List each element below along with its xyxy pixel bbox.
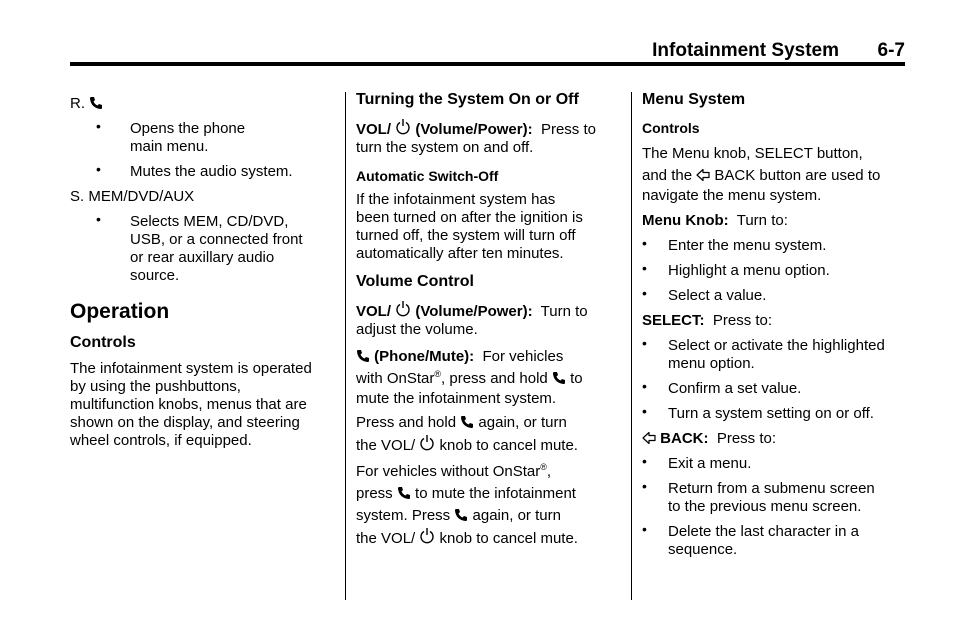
paragraph-line: The infotainment system is operated [70, 360, 312, 377]
bullet-dot: • [96, 211, 101, 227]
phone-icon [397, 486, 411, 500]
registered-mark: ® [434, 369, 442, 379]
list-item-text: Select a value. [668, 287, 767, 304]
page-number: 6-7 [877, 40, 905, 61]
paragraph-line [356, 300, 621, 321]
paragraph-line [356, 434, 621, 457]
bullet-dot: • [96, 118, 101, 134]
bullet-dot: • [642, 478, 647, 494]
list-item-text: USB, or a connected front [130, 231, 303, 248]
text: Press and hold [356, 414, 457, 431]
column-2 [356, 90, 621, 550]
text: Turn to [540, 303, 588, 320]
subsection-heading: Automatic Switch-Off [356, 168, 499, 184]
paragraph-line [356, 505, 621, 527]
list-item [642, 480, 907, 516]
text: to mute the infotainment [415, 485, 576, 502]
text: the VOL/ [356, 437, 416, 454]
text: press [356, 485, 393, 502]
paragraph-line [642, 212, 907, 230]
list-item [642, 262, 907, 280]
list-item-text: sequence. [668, 541, 738, 558]
text: again, or turn [478, 414, 567, 431]
paragraph-line: shown on the display, and steering [70, 414, 300, 431]
list-item [642, 455, 907, 473]
column-divider [345, 92, 346, 600]
bullet-dot: • [96, 161, 101, 177]
power-icon [395, 300, 411, 318]
text: with OnStar [356, 370, 435, 387]
paragraph [642, 143, 907, 205]
paragraph-line: turned off, the system will turn off [356, 227, 576, 244]
back-arrow-icon [642, 431, 656, 445]
paragraph-line: automatically after ten minutes. [356, 245, 564, 262]
text: knob to cancel mute. [439, 437, 578, 454]
list-item-text: to the previous menu screen. [668, 498, 862, 515]
bullet-dot: • [642, 453, 647, 469]
text: For vehicles without OnStar [356, 463, 541, 480]
phone-icon [356, 349, 370, 363]
list-item-text: Highlight a menu option. [668, 262, 830, 279]
paragraph-line: The Menu knob, SELECT button, [642, 145, 863, 162]
list-item-text: Exit a menu. [668, 455, 752, 472]
paragraph-line [356, 527, 621, 550]
label-bold: BACK: [660, 430, 709, 447]
text: the VOL/ [356, 530, 416, 547]
text: knob to cancel mute. [439, 530, 578, 547]
list-item-text: Mutes the audio system. [130, 163, 293, 180]
list-item-text: Opens the phone [130, 120, 246, 137]
bullet-dot: • [642, 521, 647, 537]
section-heading: Operation [70, 300, 170, 323]
power-icon [419, 527, 435, 545]
list-item-text: Delete the last character in a [668, 523, 859, 540]
list-item-text: Return from a submenu screen [668, 480, 875, 497]
list-item [70, 120, 335, 156]
paragraph-line: adjust the volume. [356, 321, 478, 338]
text: again, or turn [472, 507, 561, 524]
list-item-text: main menu. [130, 138, 209, 155]
column-3 [642, 90, 907, 559]
phone-icon [89, 96, 103, 110]
text: , press and hold [441, 370, 548, 387]
list-item-text: Confirm a set value. [668, 380, 802, 397]
paragraph-line: mute the infotainment system. [356, 390, 557, 407]
text: For vehicles [482, 348, 564, 365]
paragraph [356, 346, 621, 408]
list-item [642, 380, 907, 398]
paragraph-line [642, 312, 907, 330]
paragraph-line [642, 165, 907, 187]
text: Turn to: [736, 212, 788, 229]
label-bold: VOL/ [356, 303, 392, 320]
subsection-heading: Controls [70, 334, 136, 351]
paragraph [356, 412, 621, 457]
label-bold: VOL/ [356, 121, 392, 138]
paragraph-line [356, 412, 621, 434]
paragraph-line [356, 368, 621, 390]
list-item [70, 213, 335, 285]
bullet-dot: • [642, 403, 647, 419]
paragraph [70, 360, 335, 450]
paragraph-line: wheel controls, if equipped. [70, 432, 252, 449]
column-divider [631, 92, 632, 600]
header-rule [70, 62, 905, 66]
section-heading: Menu System [642, 91, 746, 108]
paragraph-line [356, 346, 621, 368]
list-item-text: Enter the menu system. [668, 237, 827, 254]
power-icon [419, 434, 435, 452]
subsection-heading: Controls [642, 120, 700, 136]
text: Press to [540, 121, 596, 138]
list-item-text: Selects MEM, CD/DVD, [130, 213, 289, 230]
paragraph-line [356, 461, 621, 483]
header-title: Infotainment System [652, 40, 839, 61]
item-r [70, 95, 335, 113]
column-1 [70, 90, 335, 450]
item-s-label: S. MEM/DVD/AUX [70, 188, 195, 205]
paragraph-line: turn the system on and off. [356, 139, 534, 156]
section-heading: Volume Control [356, 273, 474, 290]
paragraph-line: navigate the menu system. [642, 187, 822, 204]
phone-icon [454, 508, 468, 522]
label-bold: (Phone/Mute): [374, 348, 475, 365]
phone-icon [552, 371, 566, 385]
text: to [570, 370, 583, 387]
paragraph-line: been turned on after the ignition is [356, 209, 583, 226]
paragraph [356, 461, 621, 550]
text: system. Press [356, 507, 451, 524]
text: Press to: [712, 312, 773, 329]
list-item [642, 523, 907, 559]
paragraph-line: multifunction knobs, menus that are [70, 396, 307, 413]
paragraph-line [356, 118, 621, 139]
list-item [642, 237, 907, 255]
text: BACK button are used to [714, 167, 881, 184]
power-icon [395, 118, 411, 136]
item-r-label: R. [70, 95, 85, 112]
registered-mark: ® [540, 462, 547, 472]
text: Press to: [716, 430, 777, 447]
section-heading: Turning the System On or Off [356, 91, 579, 108]
list-item-text: menu option. [668, 355, 755, 372]
list-item [642, 287, 907, 305]
list-item-text: Select or activate the highlighted [668, 337, 885, 354]
phone-icon [460, 415, 474, 429]
text: , [546, 463, 552, 480]
text: and the [642, 167, 693, 184]
bullet-dot: • [642, 378, 647, 394]
paragraph-line [642, 430, 907, 448]
list-item-text: Turn a system setting on or off. [668, 405, 874, 422]
label-bold: (Volume/Power): [415, 121, 533, 138]
paragraph-line [356, 483, 621, 505]
label-bold: Menu Knob: [642, 212, 729, 229]
paragraph [356, 191, 621, 263]
bullet-dot: • [642, 335, 647, 351]
paragraph-line: If the infotainment system has [356, 191, 556, 208]
list-item [642, 405, 907, 423]
list-item [70, 163, 335, 181]
bullet-dot: • [642, 235, 647, 251]
label-bold: SELECT: [642, 312, 705, 329]
list-item [642, 337, 907, 373]
bullet-dot: • [642, 285, 647, 301]
back-arrow-icon [696, 168, 710, 182]
bullet-dot: • [642, 260, 647, 276]
paragraph-line: by using the pushbuttons, [70, 378, 241, 395]
list-item-text: source. [130, 267, 180, 284]
label-bold: (Volume/Power): [415, 303, 533, 320]
list-item-text: or rear auxillary audio [130, 249, 275, 266]
